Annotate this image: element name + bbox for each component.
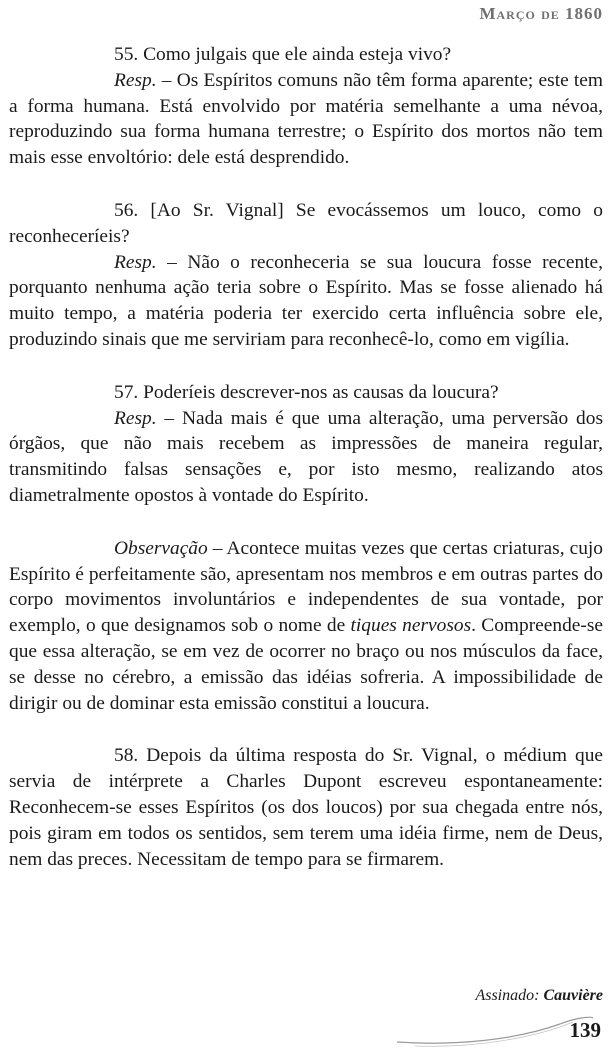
footer-ornament bbox=[395, 1010, 595, 1050]
signature bbox=[475, 987, 603, 1005]
observation-text-before: – Acontece muitas vezes que certas criaturas, cujo Espírito é perfeitamente são, apresentam nos membros e em outras partes do corpo movimentos involuntários e independentes de sua vontade, por exemplo, o que designamos sob o nome de bbox=[9, 537, 603, 637]
paragraph-58: 58. Depois da última resposta do Sr. Vignal, o médium que servia de intérprete a Charles Dupont escreveu espontaneamente: Reconhecem-se esses Espíritos (os dos loucos) por sua chegada entre nós, pois giram em todos os sentidos, sem terem uma idéia firme, nem de Deus, nem das preces. Necessitam de tempo para se firmarem. bbox=[9, 745, 603, 870]
signature-name: Cauvière bbox=[543, 987, 603, 1004]
observation-label: Observação bbox=[114, 537, 208, 559]
page-body bbox=[9, 42, 603, 872]
signature-label: Assinado: bbox=[475, 987, 540, 1004]
resp-label: Resp. bbox=[114, 407, 157, 429]
answer-text: – Os Espíritos comuns não têm forma aparente; este tem a forma humana. Está envolvido por matéria semelhante a uma névoa, reproduzindo sua forma humana terrestre; o Espírito dos mortos não tem mais esse envoltório: dele está desprendido. bbox=[9, 69, 603, 169]
question-57: 57. Poderíeis descrever-nos as causas da loucura? bbox=[114, 381, 499, 403]
answer-57 bbox=[9, 406, 603, 509]
observation-text-after: . Compreende-se que essa alteração, se em vez de ocorrer no braço ou nos músculos da face, se desse no cérebro, a emissão das idéias sofreria. A impossibilidade de dirigir ou de dominar esta emissão constitui a loucura. bbox=[9, 615, 603, 714]
answer-55 bbox=[9, 68, 603, 171]
answer-text: – Nada mais é que uma alteração, uma perversão dos órgãos, que não mais recebem as impressões de maneira regular, transmitindo falsas sensações e, por isto mesmo, realizando atos diametralmente opostos à vontade do Espírito. bbox=[9, 407, 603, 506]
resp-label: Resp. bbox=[114, 69, 157, 91]
answer-56 bbox=[9, 250, 603, 353]
italic-term: tiques nervosos bbox=[350, 615, 472, 637]
question-55: 55. Como julgais que ele ainda esteja vivo? bbox=[114, 44, 452, 65]
observation-paragraph bbox=[9, 536, 603, 717]
answer-text: – Não o reconheceria se sua loucura fosse recente, porquanto nenhuma ação teria sobre o Espírito. Mas se fosse alienado há muito tempo, a matéria poderia ter exercido certa influência sobre ele, produzindo sinais que me serviriam para reconhecê-lo, como em vigília. bbox=[9, 251, 603, 350]
page-number: 139 bbox=[569, 1018, 601, 1042]
question-56: 56. [Ao Sr. Vignal] Se evocássemos um louco, como o reconheceríeis? bbox=[9, 199, 603, 247]
resp-label: Resp. bbox=[114, 251, 157, 273]
running-header: Março de 1860 bbox=[479, 4, 603, 23]
